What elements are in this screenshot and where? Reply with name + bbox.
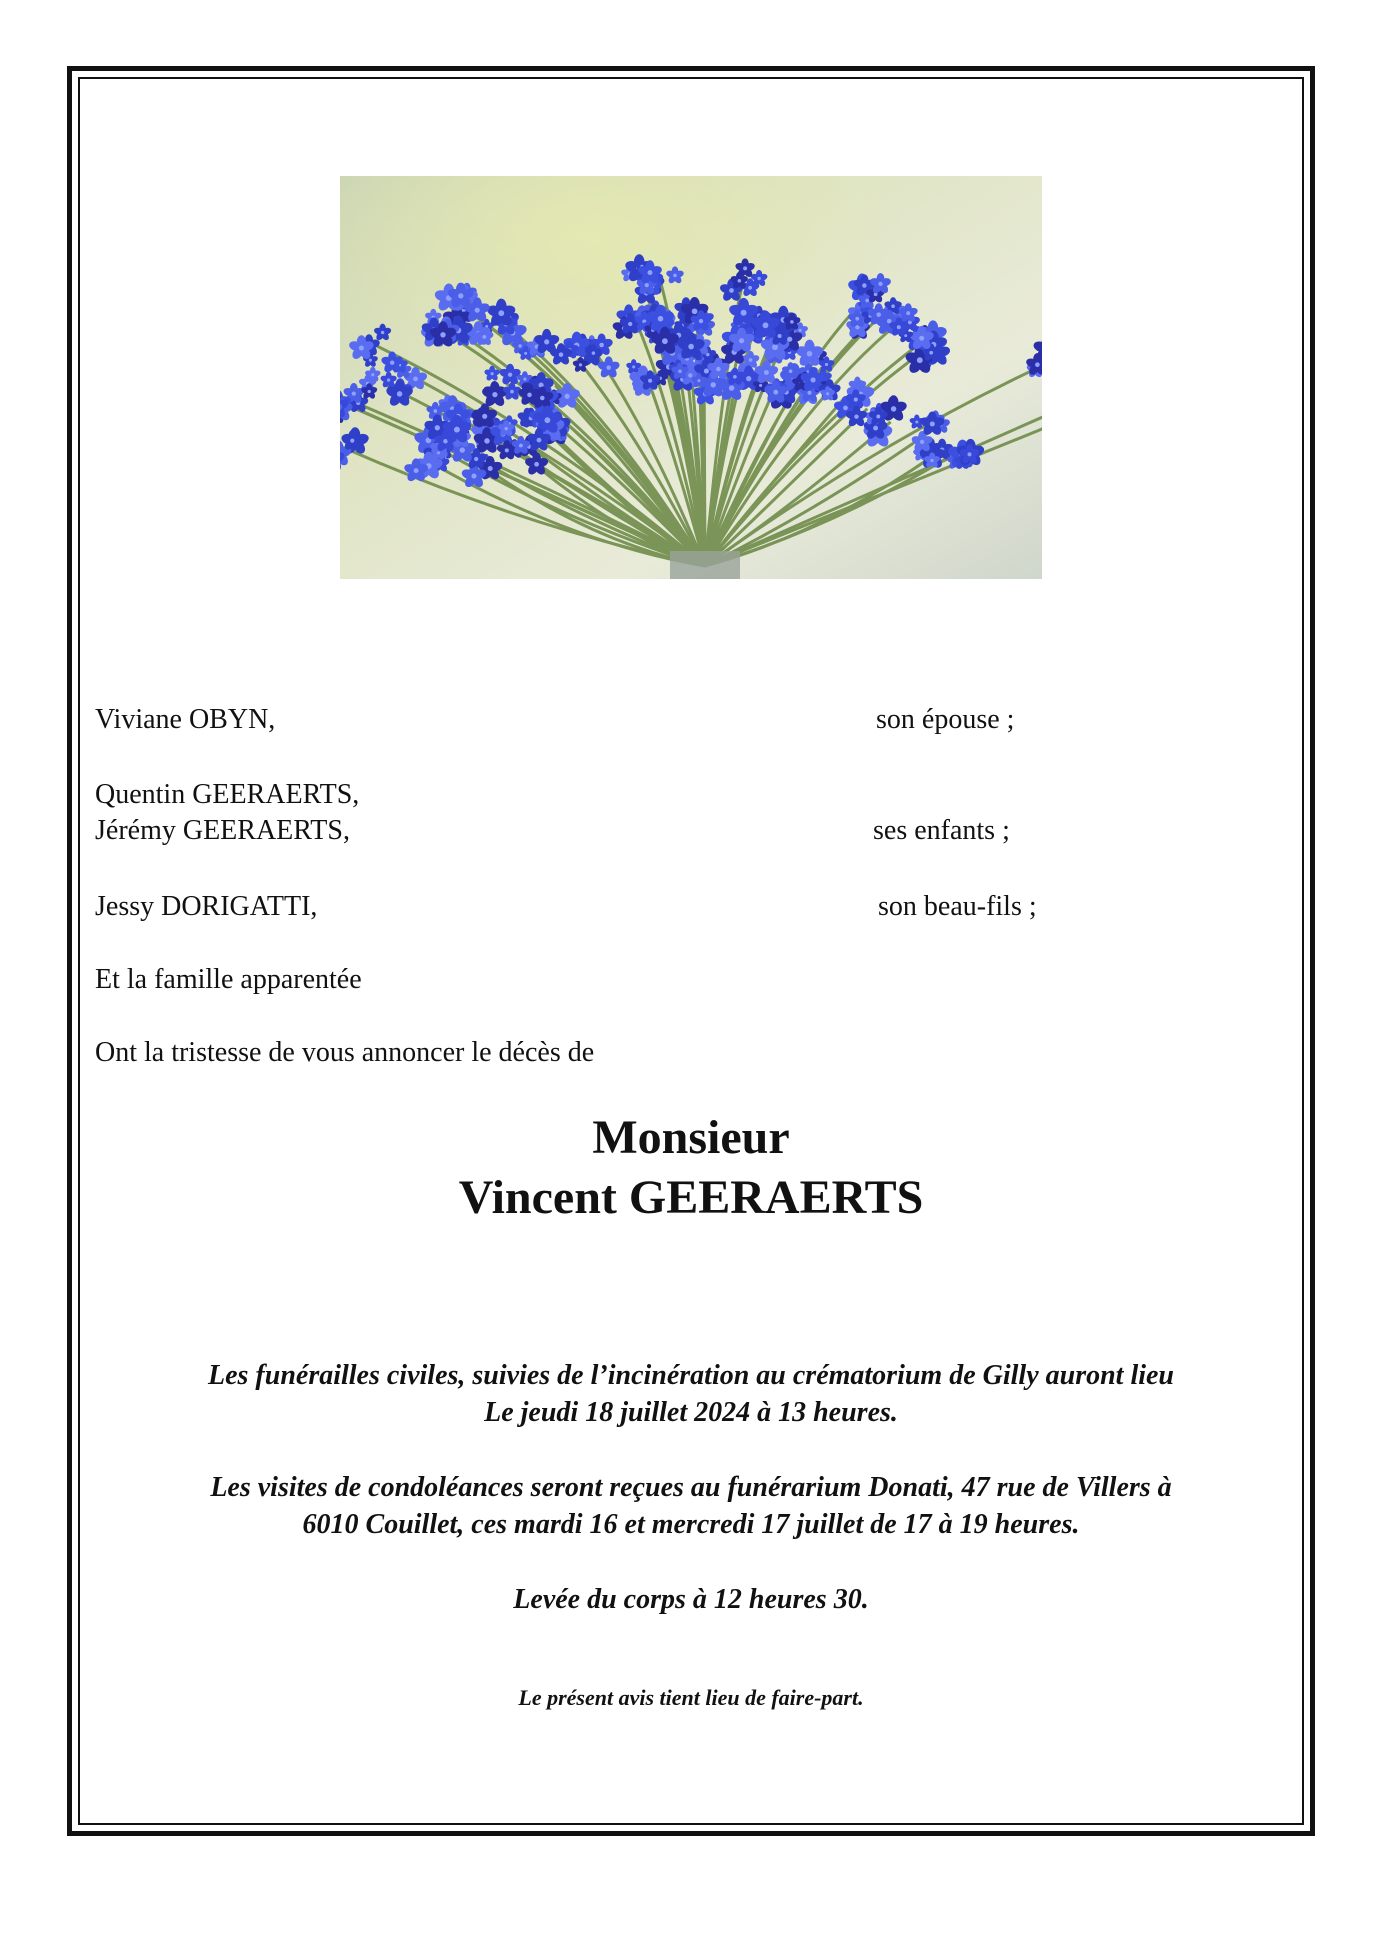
family-member-name: Quentin GEERAERTS, <box>95 779 360 810</box>
announcement: Ont la tristesse de vous annoncer le décès de <box>95 1037 595 1068</box>
family-member-name: Viviane OBYN, <box>95 704 276 735</box>
funeral-line-1: Les funérailles civiles, suivies de l’incinération au crématorium de Gilly auront lieu <box>208 1360 1174 1391</box>
family-relation: son beau-fils ; <box>878 891 1037 922</box>
deceased-name: Vincent GEERAERTS <box>458 1171 924 1224</box>
extended-family: Et la famille apparentée <box>95 964 362 995</box>
family-relation: ses enfants ; <box>873 815 1010 846</box>
flower-bouquet-image <box>340 176 1042 579</box>
visits-line-1: Les visites de condoléances seront reçues au funérarium Donati, 47 rue de Villers à <box>210 1472 1172 1503</box>
notice: Le présent avis tient lieu de faire-part. <box>518 1685 864 1710</box>
family-member-name: Jérémy GEERAERTS, <box>95 815 350 846</box>
family-member-name: Jessy DORIGATTI, <box>95 891 318 922</box>
funeral-date: Le jeudi 18 juillet 2024 à 13 heures. <box>484 1397 898 1428</box>
deceased-title: Monsieur <box>592 1111 790 1164</box>
visits-line-2: 6010 Couillet, ces mardi 16 et mercredi 17 juillet de 17 à 19 heures. <box>302 1509 1080 1540</box>
levee-du-corps: Levée du corps à 12 heures 30. <box>513 1584 869 1615</box>
family-relation: son épouse ; <box>876 704 1015 735</box>
